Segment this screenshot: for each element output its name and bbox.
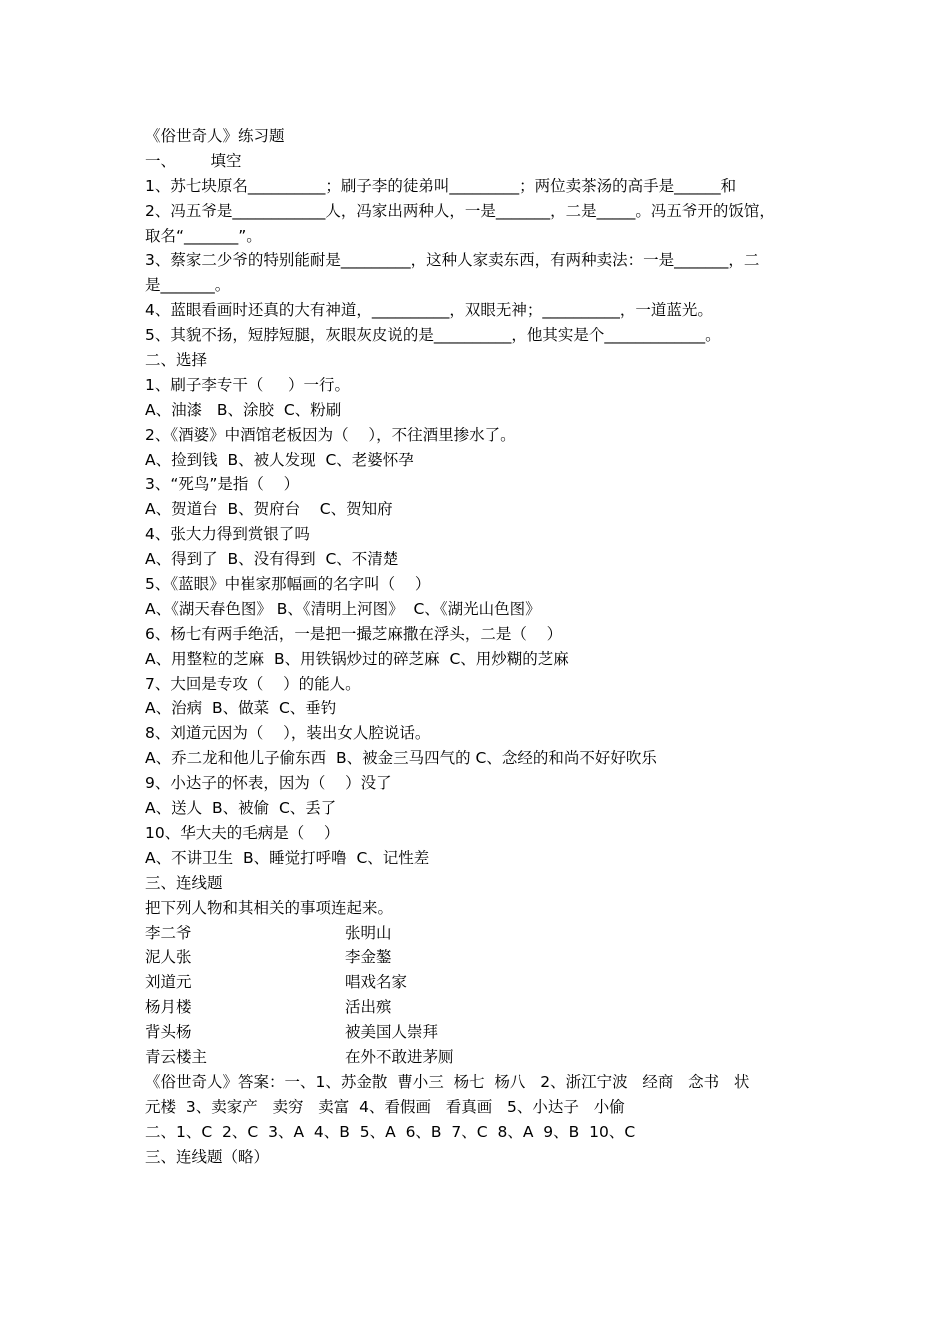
answers-line: 《俗世奇人》答案：一、1、苏金散 曹小三 杨七 杨八 2、浙江宁波 经商 念书 状 — [145, 1072, 750, 1091]
document-page — [145, 124, 825, 1169]
matching-item: 唱戏名家 — [345, 973, 408, 992]
fill-blank-line: 3、蔡家二少爷的特别能耐是_________，这种人家卖东西，有两种卖法：一是_______，二 — [145, 251, 760, 270]
section-3-heading: 三、连线题 — [145, 873, 223, 892]
answers-line: 二、1、C 2、C 3、A 4、B 5、A 6、B 7、C 8、A 9、B 10、C — [145, 1122, 636, 1141]
matching-row — [145, 921, 825, 946]
fill-blank-line: 取名“_______”。 — [145, 226, 262, 245]
matching-item: 活出殡 — [345, 998, 392, 1017]
matching-item: 李金鏊 — [345, 948, 392, 967]
choice-question: 7、大回是专攻（ ）的能人。 — [145, 674, 361, 693]
choice-question: 9、小达子的怀表，因为（ ）没了 — [145, 774, 392, 793]
document-title: 《俗世奇人》练习题 — [145, 127, 285, 145]
fill-blank-line: 4、蓝眼看画时还真的大有神道，__________，双眼无神；__________，一道蓝光。 — [145, 301, 713, 320]
fill-blank-line: 是_______。 — [145, 276, 231, 295]
choice-options: A、用整粒的芝麻 B、用铁锅炒过的碎芝麻 C、用炒糊的芝麻 — [145, 649, 569, 668]
choice-options: A、不讲卫生 B、睡觉打呼噜 C、记性差 — [145, 848, 430, 867]
matching-item: 被美国人崇拜 — [345, 1023, 439, 1042]
matching-row — [145, 1045, 825, 1070]
matching-item: 在外不敢进茅厕 — [345, 1047, 454, 1066]
matching-row — [145, 970, 825, 995]
choice-options: A、治病 B、做菜 C、垂钓 — [145, 699, 337, 718]
answers-line: 三、连线题（略） — [145, 1147, 270, 1166]
fill-blank-line: 5、其貌不扬，短脖短腿，灰眼灰皮说的是__________，他其实是个_____________。 — [145, 326, 721, 345]
matching-instruction: 把下列人物和其相关的事项连起来。 — [145, 898, 394, 917]
choice-options: A、送人 B、被偷 C、丢了 — [145, 799, 337, 818]
choice-options: A、油漆 B、涂胶 C、粉刷 — [145, 400, 342, 419]
choice-options: A、贺道台 B、贺府台 C、贺知府 — [145, 500, 393, 519]
choice-question: 3、“死鸟”是指（ ） — [145, 475, 300, 494]
matching-person: 背头杨 — [145, 1023, 192, 1042]
fill-blank-line: 1、苏七块原名__________；刷子李的徒弟叫_________；两位卖茶汤的高手是______和 — [145, 176, 737, 195]
matching-person: 泥人张 — [145, 948, 192, 967]
matching-row — [145, 945, 825, 970]
choice-question: 4、张大力得到赏银了吗 — [145, 525, 310, 544]
choice-options: A、捡到钱 B、被人发现 C、老婆怀孕 — [145, 450, 414, 469]
matching-item: 张明山 — [345, 923, 392, 942]
matching-person: 刘道元 — [145, 973, 192, 992]
matching-person: 李二爷 — [145, 923, 192, 942]
choice-question: 5、《蓝眼》中崔家那幅画的名字叫（ ） — [145, 575, 431, 594]
answers-line: 元楼 3、卖家产 卖穷 卖富 4、看假画 看真画 5、小达子 小偷 — [145, 1097, 625, 1116]
fill-blank-line: 2、冯五爷是____________人，冯家出两种人，一是_______，二是_____。冯五爷开的饭馆， — [145, 201, 775, 220]
choice-options: A、得到了 B、没有得到 C、不清楚 — [145, 550, 399, 569]
matching-person: 青云楼主 — [145, 1047, 208, 1066]
choice-question: 8、刘道元因为（ ），装出女人腔说话。 — [145, 724, 431, 743]
section-1-heading: 一、 填空 — [145, 151, 242, 170]
choice-question: 6、杨七有两手绝活，一是把一撮芝麻撒在浮头，二是（ ） — [145, 624, 563, 643]
matching-row — [145, 995, 825, 1020]
matching-person: 杨月楼 — [145, 998, 192, 1017]
choice-options: A、乔二龙和他儿子偷东西 B、被金三马四气的 C、念经的和尚不好好吹乐 — [145, 749, 657, 768]
matching-row — [145, 1020, 825, 1045]
choice-question: 2、《酒婆》中酒馆老板因为（ ），不往酒里掺水了。 — [145, 425, 516, 444]
choice-question: 10、华大夫的毛病是（ ） — [145, 823, 340, 842]
section-2-heading: 二、选择 — [145, 351, 208, 370]
choice-options: A、《湖天春色图》 B、《清明上河图》 C、《湖光山色图》 — [145, 599, 541, 618]
choice-question: 1、刷子李专干（ ）一行。 — [145, 375, 350, 394]
